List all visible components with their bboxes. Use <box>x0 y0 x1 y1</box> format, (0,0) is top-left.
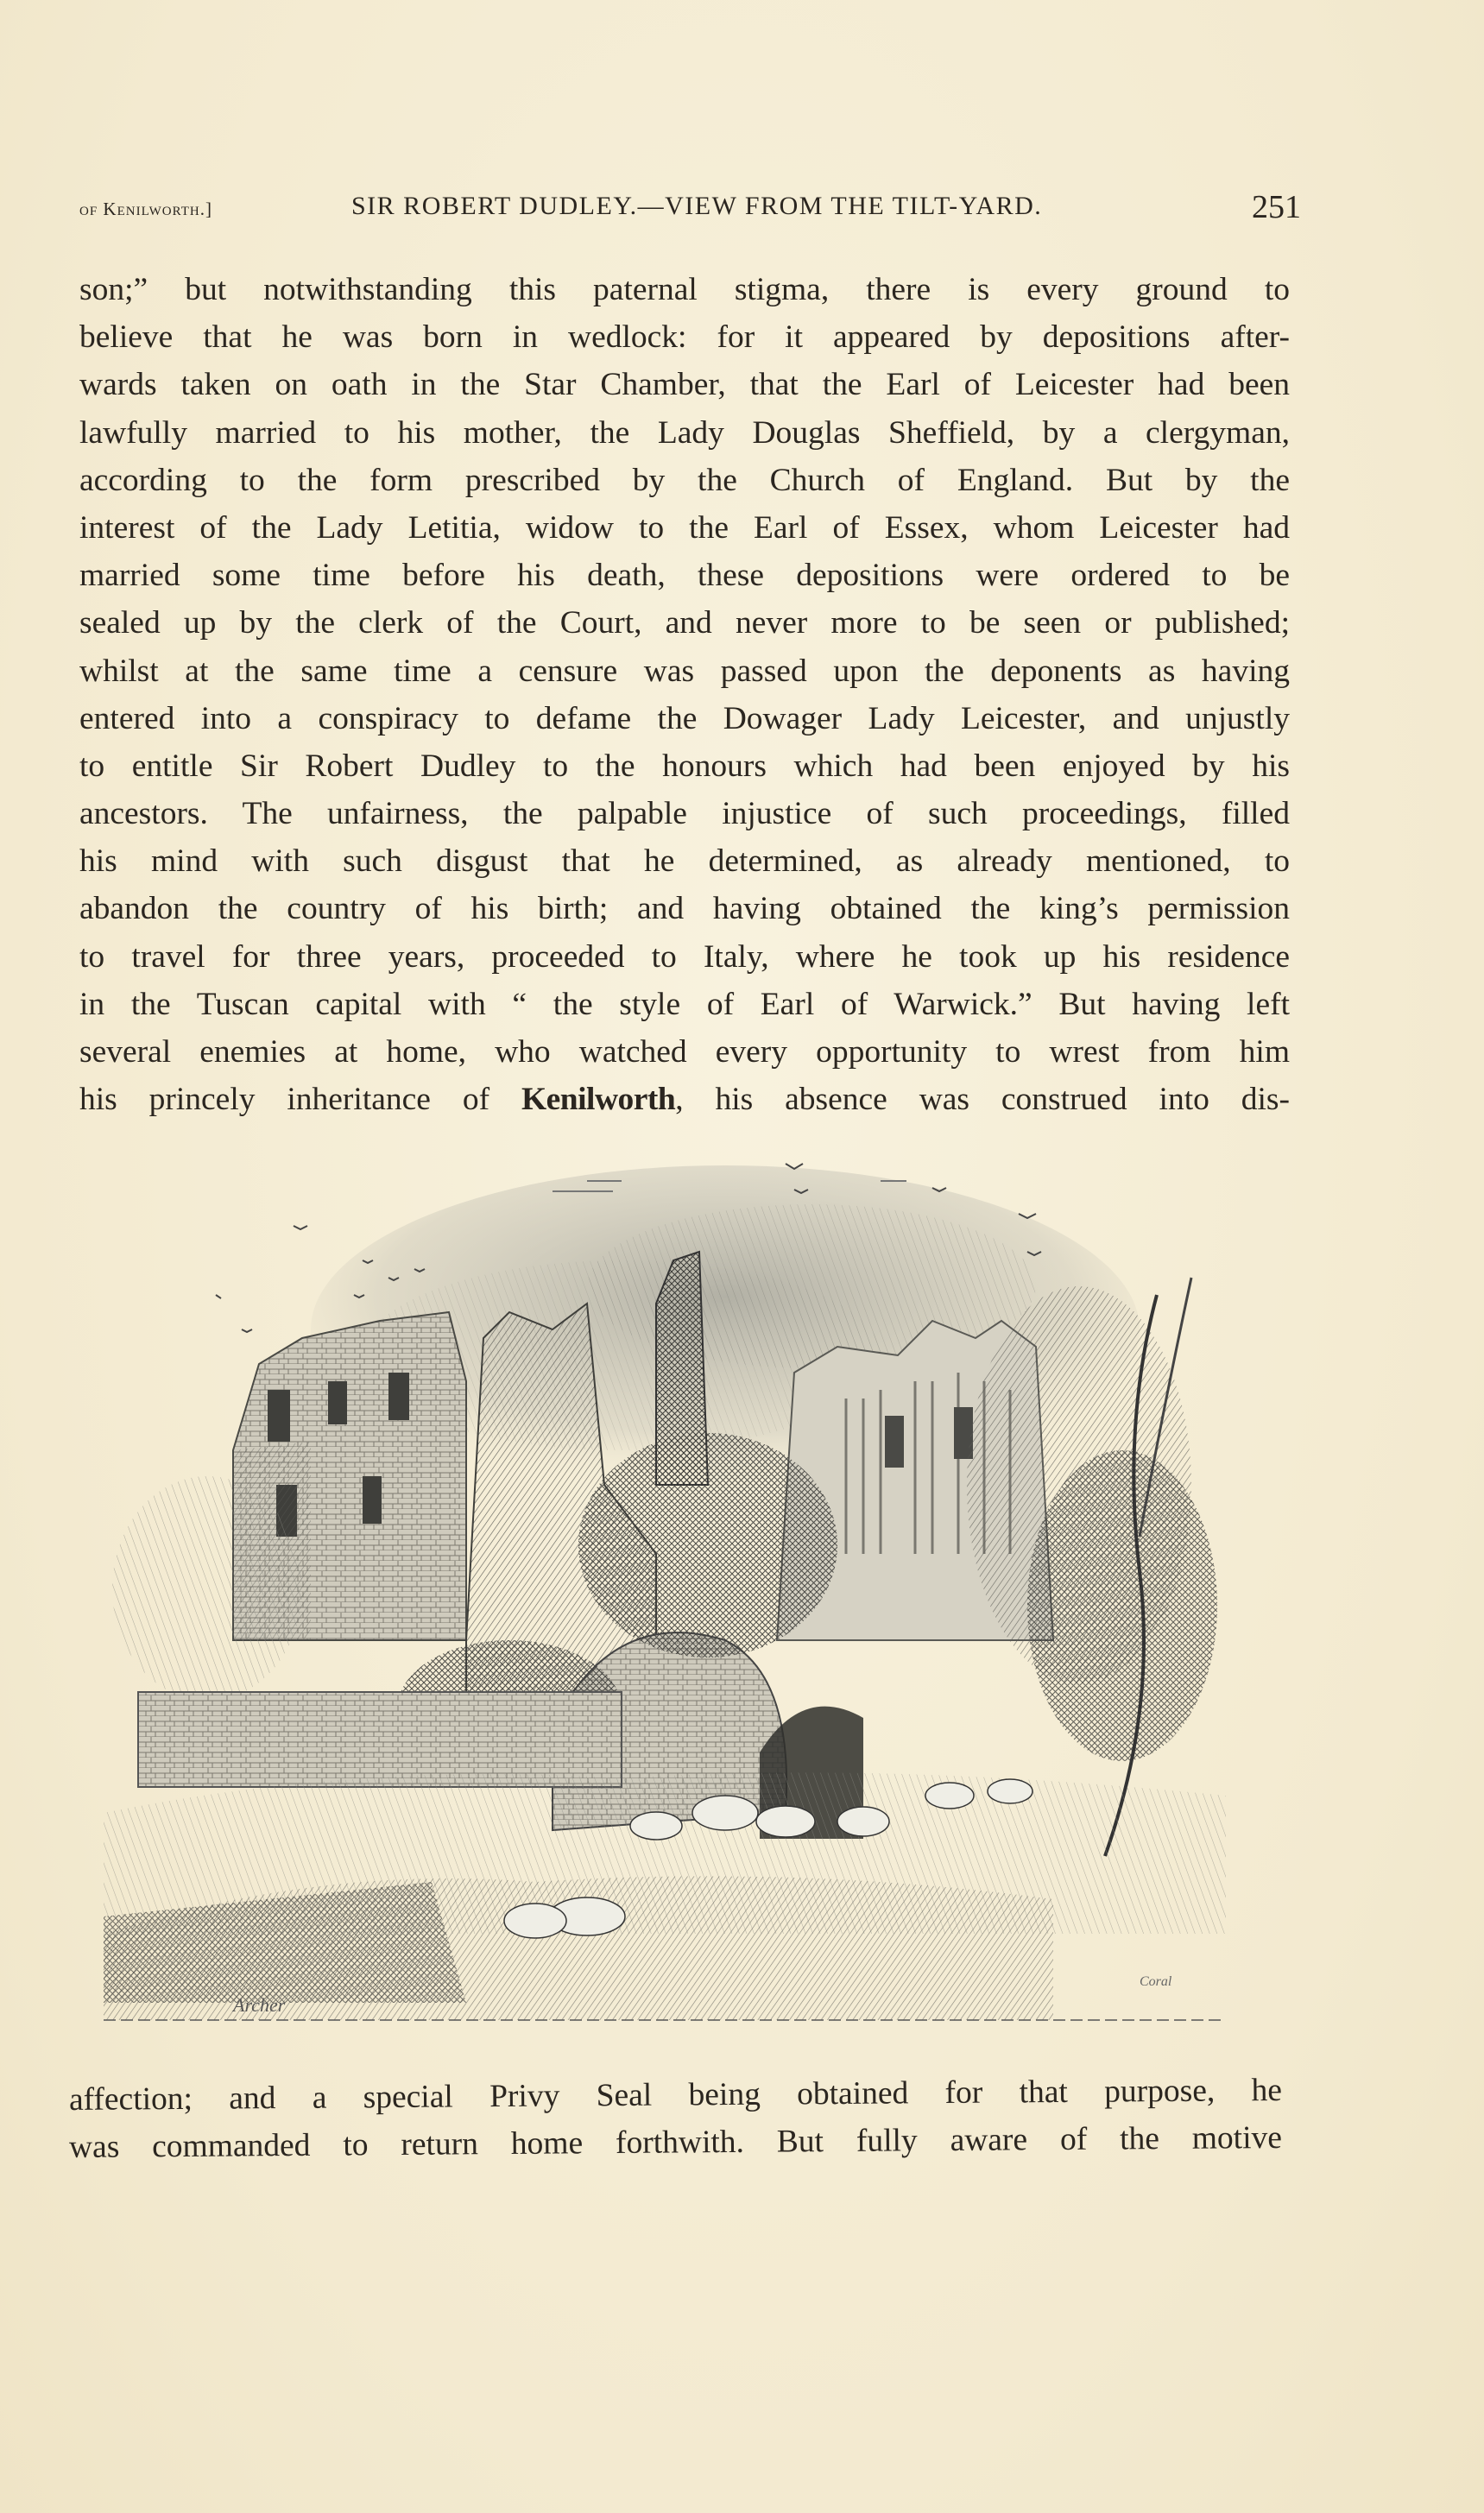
running-head-section: of Kenilworth.] <box>79 199 212 219</box>
text-line: in the Tuscan capital with “ the style of Earl of Warwick.” But having left <box>79 986 1290 1022</box>
text-line: interest of the Lady Letitia, widow to the Earl of Essex, whom Leicester had <box>79 509 1290 546</box>
text-line-last <box>79 1076 1290 1123</box>
engraver-signature-left: Archer <box>233 1994 286 2016</box>
running-head-title: SIR ROBERT DUDLEY.—VIEW FROM THE TILT-YARD. <box>351 192 1043 220</box>
text-line: sealed up by the clerk of the Court, and never more to be seen or published; <box>79 605 1290 641</box>
text-line: to travel for three years, proceeded to Italy, where he took up his residence <box>79 938 1290 975</box>
text-line: his mind with such disgust that he determined, as already mentioned, to <box>79 843 1290 880</box>
text-line: wards taken on oath in the Star Chamber, that the Earl of Leicester had been <box>79 367 1290 403</box>
text-line: married some time before his death, these depositions were ordered to be <box>79 558 1290 594</box>
text-line: whilst at the same time a censure was passed upon the deponents as having <box>79 653 1290 689</box>
text-line: ancestors. The unfairness, the palpable injustice of such proceedings, filled <box>79 796 1290 832</box>
text-line: to entitle Sir Robert Dudley to the honours which had been enjoyed by his <box>79 748 1290 784</box>
text-line: lawfully married to his mother, the Lady Douglas Sheffield, by a clergyman, <box>79 414 1290 451</box>
text-line: believe that he was born in wedlock: for it appeared by depositions after- <box>79 319 1290 356</box>
text-line: several enemies at home, who watched every opportunity to wrest from him <box>79 1034 1290 1070</box>
text-line: according to the form prescribed by the Church of England. But by the <box>79 462 1290 498</box>
body-text <box>79 266 1290 1123</box>
text-line: was commanded to return home forthwith. But fully aware of the motive <box>68 2120 1283 2166</box>
text-fragment: his princely inheritance of <box>79 1082 521 1118</box>
page-number: 251 <box>1252 189 1301 225</box>
body-text-continued <box>68 2072 1283 2171</box>
text-line: entered into a conspiracy to defame the Dowager Lady Leicester, and unjustly <box>79 700 1290 736</box>
engraving-kenilworth-ruins <box>104 1157 1260 2033</box>
text-line: affection; and a special Privy Seal being obtained for that purpose, he <box>68 2072 1283 2118</box>
text-fragment: , his absence was construed into dis- <box>675 1082 1290 1118</box>
text-line: abandon the country of his birth; and having obtained the king’s permission <box>79 891 1290 927</box>
blackletter-word: Kenilworth <box>521 1082 676 1118</box>
text-line: son;” but notwithstanding this paternal stigma, there is every ground to <box>79 272 1290 307</box>
engraver-signature-right: Coral <box>1140 1974 1172 1989</box>
running-head <box>79 188 1301 231</box>
